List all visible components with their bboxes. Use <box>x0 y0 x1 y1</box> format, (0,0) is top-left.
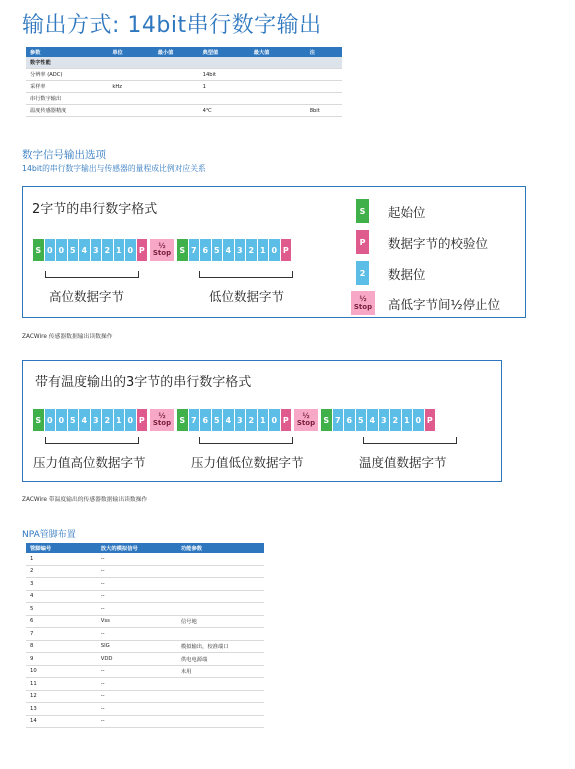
high-byte-bracket <box>45 271 139 278</box>
pin-cell <box>177 565 264 578</box>
data-bit: 4 <box>367 409 379 431</box>
two-byte-caption: ZACWire 传感器数据输出读数操作 <box>22 334 113 340</box>
pin-cell: 12 <box>26 690 97 703</box>
spec-cell: 4℃ <box>199 105 250 117</box>
data-bit: 1 <box>114 239 126 261</box>
data-bit: 3 <box>235 239 247 261</box>
start-bit: S <box>33 409 45 431</box>
pin-row <box>26 703 264 716</box>
legend-symbol-p: P <box>356 230 369 254</box>
pin-cell: -- <box>97 703 177 716</box>
data-bit: 1 <box>114 409 126 431</box>
spec-cell <box>154 81 199 93</box>
half-stop-fraction: ½ <box>158 242 166 250</box>
data-bit: 2 <box>102 409 114 431</box>
data-bit: 4 <box>79 239 91 261</box>
spec-cell <box>306 69 342 81</box>
pin-cell: -- <box>97 690 177 703</box>
spec-section-title: 数字性能 <box>26 57 342 69</box>
pin-cell: VDD <box>97 653 177 666</box>
data-bit: 5 <box>212 239 224 261</box>
pin-cell <box>177 578 264 591</box>
pin-cell <box>177 590 264 603</box>
data-bit: 2 <box>246 409 258 431</box>
pressure-low-label: 压力值低位数据字节 <box>191 455 304 470</box>
data-bit: 0 <box>45 239 57 261</box>
pin-cell: 13 <box>26 703 97 716</box>
legend-text: 高低字节间½停止位 <box>388 297 501 312</box>
spec-header-cell: 注 <box>306 47 342 57</box>
pin-cell: -- <box>97 665 177 678</box>
spec-cell: kHz <box>108 81 153 93</box>
options-subheading: 14bit的串行数字输出与传感器的量程成比例对应关系 <box>22 164 206 173</box>
data-bit: 5 <box>356 409 368 431</box>
data-bit: 6 <box>344 409 356 431</box>
pin-cell: 10 <box>26 665 97 678</box>
three-byte-caption: ZACWire 带温度输出的传感器数据输出读数操作 <box>22 497 148 503</box>
spec-cell: 串行数字输出 <box>26 93 108 105</box>
pin-cell: 11 <box>26 678 97 691</box>
two-byte-format-panel <box>22 186 526 318</box>
data-bit: 1 <box>258 409 270 431</box>
half-stop-bit <box>294 409 319 431</box>
pin-cell: 6 <box>26 615 97 628</box>
low-byte-label: 低位数据字节 <box>209 289 285 304</box>
parity-bit: P <box>281 239 293 261</box>
pin-row <box>26 665 264 678</box>
start-bit: S <box>177 239 189 261</box>
spec-cell <box>154 93 199 105</box>
data-bit: 7 <box>189 409 201 431</box>
pin-cell: 3 <box>26 578 97 591</box>
spec-header-cell: 最大值 <box>250 47 306 57</box>
parity-bit: P <box>137 409 149 431</box>
pin-row <box>26 640 264 653</box>
spec-cell <box>250 105 306 117</box>
temperature-bracket <box>363 437 457 444</box>
spec-cell <box>154 105 199 117</box>
two-byte-format-title: 2字节的串行数字格式 <box>32 202 158 217</box>
spec-row <box>26 81 342 93</box>
spec-row <box>26 105 342 117</box>
data-bit: 4 <box>223 409 235 431</box>
spec-cell <box>108 105 153 117</box>
data-bit: 4 <box>79 409 91 431</box>
data-bit: 0 <box>269 409 281 431</box>
pin-cell: 2 <box>26 565 97 578</box>
pin-header-cell: 功能参数 <box>177 543 264 553</box>
data-bit: 4 <box>223 239 235 261</box>
pin-cell: 供电电源端 <box>177 653 264 666</box>
spec-cell: 温度传感器精度 <box>26 105 108 117</box>
data-bit: 1 <box>402 409 414 431</box>
high-byte-label: 高位数据字节 <box>49 289 125 304</box>
pin-row <box>26 590 264 603</box>
pin-row <box>26 715 264 728</box>
parity-bit: P <box>425 409 437 431</box>
spec-cell: 采样率 <box>26 81 108 93</box>
spec-header-cell: 参数 <box>26 47 108 57</box>
data-bit: 3 <box>91 239 103 261</box>
data-bit: 0 <box>56 239 68 261</box>
spec-cell <box>108 93 153 105</box>
pressure-low-bracket <box>199 437 293 444</box>
page-title: 输出方式: 14bit串行数字输出 <box>22 13 322 38</box>
half-stop-fraction: ½ <box>302 412 310 420</box>
spec-header-cell: 单位 <box>108 47 153 57</box>
pressure-high-label: 压力值高位数据字节 <box>33 455 146 470</box>
parity-bit: P <box>137 239 149 261</box>
pin-header-cell: 放大的模拟信号 <box>97 543 177 553</box>
pin-cell: -- <box>97 603 177 616</box>
spec-cell <box>306 93 342 105</box>
pin-cell: -- <box>97 578 177 591</box>
pin-row <box>26 678 264 691</box>
data-bit: 5 <box>68 239 80 261</box>
spec-cell: 1 <box>199 81 250 93</box>
pin-cell: 未用 <box>177 665 264 678</box>
data-bit: 2 <box>390 409 402 431</box>
two-byte-bit-row <box>33 239 292 261</box>
spec-row <box>26 69 342 81</box>
spec-cell <box>250 81 306 93</box>
pin-cell: 信号地 <box>177 615 264 628</box>
spec-cell: 14bit <box>199 69 250 81</box>
pin-cell: 7 <box>26 628 97 641</box>
pin-cell: -- <box>97 553 177 565</box>
three-byte-bit-row <box>33 409 436 431</box>
data-bit: 0 <box>125 239 137 261</box>
three-byte-format-title: 带有温度输出的3字节的串行数字格式 <box>35 375 252 390</box>
spec-section-row <box>26 57 342 69</box>
temperature-label: 温度值数据字节 <box>359 455 447 470</box>
spec-cell: 分辨率 (ADC) <box>26 69 108 81</box>
half-stop-word: Stop <box>296 419 316 427</box>
spec-table <box>26 47 342 117</box>
pin-cell <box>177 715 264 728</box>
spec-header-cell: 典型值 <box>199 47 250 57</box>
start-bit: S <box>321 409 333 431</box>
pin-cell: 4 <box>26 590 97 603</box>
data-bit: 6 <box>200 409 212 431</box>
pin-cell: 9 <box>26 653 97 666</box>
pressure-high-bracket <box>45 437 139 444</box>
pin-row <box>26 578 264 591</box>
legend-text: 起始位 <box>388 205 426 220</box>
data-bit: 7 <box>333 409 345 431</box>
spec-row <box>26 93 342 105</box>
pin-cell <box>177 603 264 616</box>
data-bit: 1 <box>258 239 270 261</box>
pin-table <box>26 543 264 728</box>
legend-symbol-d: 2 <box>356 261 369 285</box>
pin-cell: 5 <box>26 603 97 616</box>
parity-bit: P <box>281 409 293 431</box>
spec-cell <box>108 69 153 81</box>
pin-cell <box>177 703 264 716</box>
half-stop-fraction: ½ <box>158 412 166 420</box>
legend-symbol-stop: ½ Stop <box>351 291 375 315</box>
pin-row <box>26 653 264 666</box>
half-stop-bit <box>150 239 175 261</box>
data-bit: 6 <box>200 239 212 261</box>
pin-cell: 14 <box>26 715 97 728</box>
spec-cell <box>306 81 342 93</box>
pin-row <box>26 628 264 641</box>
spec-cell: 8bit <box>306 105 342 117</box>
three-byte-format-panel <box>22 360 502 482</box>
data-bit: 3 <box>379 409 391 431</box>
data-bit: 0 <box>56 409 68 431</box>
pin-row <box>26 603 264 616</box>
legend-text: 数据位 <box>388 267 426 282</box>
data-bit: 2 <box>246 239 258 261</box>
data-bit: 5 <box>68 409 80 431</box>
spec-cell <box>154 69 199 81</box>
pin-row <box>26 615 264 628</box>
start-bit: S <box>177 409 189 431</box>
pin-header-cell: 管脚编号 <box>26 543 97 553</box>
data-bit: 3 <box>91 409 103 431</box>
pin-cell: SIG <box>97 640 177 653</box>
pins-heading: NPA管脚布置 <box>22 530 76 540</box>
data-bit: 3 <box>235 409 247 431</box>
data-bit: 0 <box>125 409 137 431</box>
pin-cell: -- <box>97 628 177 641</box>
pin-cell: -- <box>97 565 177 578</box>
low-byte-bracket <box>199 271 293 278</box>
half-stop-word: Stop <box>152 419 172 427</box>
data-bit: 0 <box>45 409 57 431</box>
half-stop-bit <box>150 409 175 431</box>
start-bit: S <box>33 239 45 261</box>
spec-header-cell: 最小值 <box>154 47 199 57</box>
data-bit: 5 <box>212 409 224 431</box>
legend-symbol-s: S <box>356 199 369 223</box>
pin-row <box>26 690 264 703</box>
data-bit: 0 <box>269 239 281 261</box>
pin-cell: -- <box>97 715 177 728</box>
spec-cell <box>199 93 250 105</box>
legend-text: 数据字节的校验位 <box>388 236 489 251</box>
pin-cell <box>177 678 264 691</box>
pin-cell: 1 <box>26 553 97 565</box>
data-bit: 2 <box>102 239 114 261</box>
pin-cell: 8 <box>26 640 97 653</box>
pin-row <box>26 565 264 578</box>
options-heading: 数字信号输出选项 <box>22 149 106 161</box>
pin-cell: Vss <box>97 615 177 628</box>
pin-cell <box>177 690 264 703</box>
pin-cell <box>177 628 264 641</box>
pin-cell: -- <box>97 678 177 691</box>
pin-cell <box>177 553 264 565</box>
data-bit: 7 <box>189 239 201 261</box>
data-bit: 0 <box>413 409 425 431</box>
spec-cell <box>250 93 306 105</box>
pin-cell: 模拟输出，校准端口 <box>177 640 264 653</box>
half-stop-word: Stop <box>152 249 172 257</box>
pin-row <box>26 553 264 565</box>
pin-cell: -- <box>97 590 177 603</box>
spec-cell <box>250 69 306 81</box>
